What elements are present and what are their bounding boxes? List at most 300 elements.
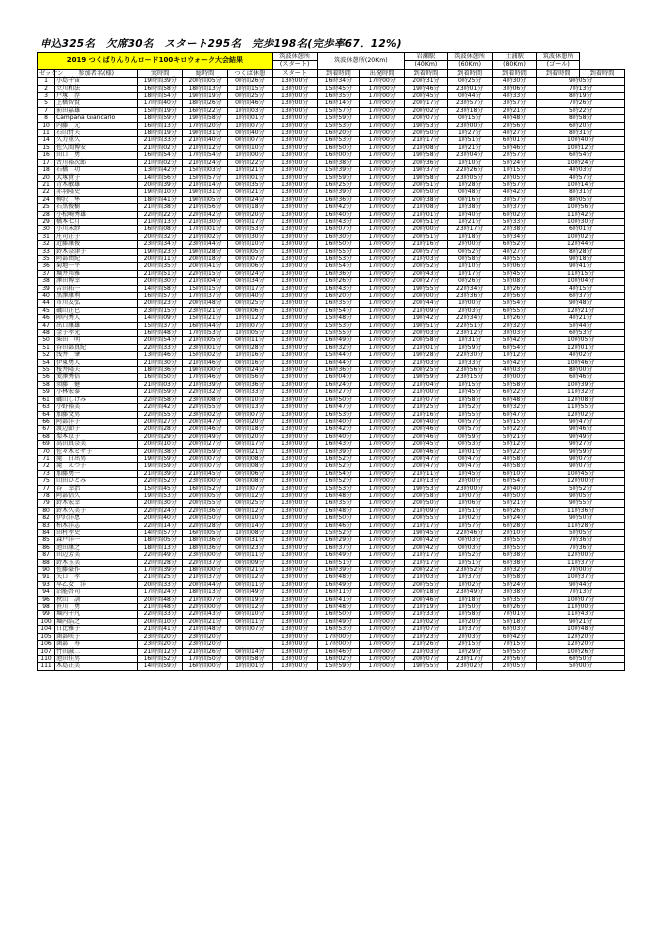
time-cell: 18時間00分 bbox=[183, 567, 228, 574]
participant-name: 石橋 功 bbox=[55, 167, 138, 174]
time-cell: 19時58分 bbox=[405, 174, 448, 181]
time-cell: 17時00分 bbox=[360, 641, 405, 648]
table-title: 2019 つくばりんりんロード100キロウォーク大会結果 bbox=[38, 53, 273, 70]
bib-number: 77 bbox=[38, 485, 55, 492]
time-cell: 0時間36分 bbox=[227, 381, 272, 388]
time-cell: 17時00分 bbox=[360, 552, 405, 559]
time-cell: 21時間02分 bbox=[183, 233, 228, 240]
time-cell: 23時56分 bbox=[447, 367, 492, 374]
time-cell: 20時間59分 bbox=[183, 448, 228, 455]
time-cell: 9時59分 bbox=[537, 448, 625, 455]
time-cell: 1時06分 bbox=[447, 500, 492, 507]
time-cell: 22時間28分 bbox=[138, 559, 183, 566]
time-cell: 13時00分 bbox=[272, 293, 317, 300]
participant-name: 橋本七月 bbox=[55, 218, 138, 225]
time-cell: 17時00分 bbox=[360, 204, 405, 211]
time-cell: 16時46分 bbox=[317, 522, 360, 529]
time-cell: 5時44分 bbox=[537, 322, 625, 329]
time-cell: 3時55分 bbox=[492, 537, 537, 544]
time-cell: 17時00分 bbox=[360, 581, 405, 588]
col-group-tsukuba60: 筑波休憩所 bbox=[447, 53, 492, 61]
time-cell: 0時間35分 bbox=[227, 181, 272, 188]
time-cell: 13時00分 bbox=[272, 404, 317, 411]
time-cell: 1時17分 bbox=[447, 270, 492, 277]
time-cell: 16時07分 bbox=[317, 226, 360, 233]
time-cell: 17時間01分 bbox=[183, 226, 228, 233]
time-cell: 16時35分 bbox=[317, 500, 360, 507]
time-cell: 1時37分 bbox=[447, 626, 492, 633]
time-cell: 1時02分 bbox=[447, 581, 492, 588]
time-cell: 22時26分 bbox=[447, 167, 492, 174]
time-cell: 0時間49分 bbox=[227, 589, 272, 596]
time-cell: 4時30分 bbox=[492, 78, 537, 85]
time-cell: 23時52分 bbox=[447, 567, 492, 574]
time-cell: 20時07分 bbox=[405, 115, 448, 122]
col-group-tsuchiura-km: (80Km) bbox=[492, 61, 537, 69]
time-cell: 0時03分 bbox=[447, 537, 492, 544]
time-cell: 0時間06分 bbox=[227, 307, 272, 314]
time-cell: 17時00分 bbox=[360, 367, 405, 374]
participant-name: 石黒俊樹 bbox=[55, 204, 138, 211]
time-cell: 22時34分 bbox=[447, 285, 492, 292]
time-cell: 21時間07分 bbox=[183, 596, 228, 603]
time-cell: 13時00分 bbox=[272, 322, 317, 329]
time-cell: 13時00分 bbox=[272, 581, 317, 588]
col-group-tsuchiura: 土浦駅 bbox=[492, 53, 537, 61]
time-cell: 11時00分 bbox=[537, 604, 625, 611]
time-cell: 18時間05分 bbox=[138, 537, 183, 544]
time-cell: 16時49分 bbox=[317, 581, 360, 588]
time-cell: 0時間58分 bbox=[227, 655, 272, 662]
time-cell: 8時31分 bbox=[537, 189, 625, 196]
time-cell: 0時間20分 bbox=[227, 418, 272, 425]
time-cell: 0時間40分 bbox=[227, 293, 272, 300]
time-cell: 15時39分 bbox=[317, 167, 360, 174]
time-cell: 21時09分 bbox=[405, 507, 448, 514]
time-cell: 3時57分 bbox=[492, 196, 537, 203]
time-cell: 1時26分 bbox=[492, 315, 537, 322]
time-cell: 20時間27分 bbox=[138, 418, 183, 425]
time-cell: 5時21分 bbox=[492, 433, 537, 440]
time-cell: 1時28分 bbox=[447, 181, 492, 188]
time-cell: 20時間41分 bbox=[183, 263, 228, 270]
time-cell: 13時00分 bbox=[272, 255, 317, 262]
time-cell: 0時間53分 bbox=[227, 226, 272, 233]
time-cell: 19時55分 bbox=[405, 285, 448, 292]
time-cell: 6時38分 bbox=[492, 552, 537, 559]
time-cell: 13時00分 bbox=[272, 604, 317, 611]
time-cell: 0時間22分 bbox=[227, 159, 272, 166]
participant-name: 桜井隆夫 bbox=[55, 367, 138, 374]
bib-number: 73 bbox=[38, 470, 55, 477]
time-cell: 20時31分 bbox=[405, 78, 448, 85]
participant-name: 池田康之 bbox=[55, 544, 138, 551]
participant-name: 柏木洋志 bbox=[55, 522, 138, 529]
time-cell: 4時48分 bbox=[492, 115, 537, 122]
time-cell: 21時間26分 bbox=[183, 648, 228, 655]
time-cell: 16時34分 bbox=[317, 78, 360, 85]
time-cell: 11時15分 bbox=[537, 270, 625, 277]
time-cell: 20時02分 bbox=[405, 107, 448, 114]
participant-name: 渡辺節子 bbox=[55, 426, 138, 433]
time-cell: 2時21分 bbox=[492, 107, 537, 114]
participant-name: 佐久間博安 bbox=[55, 144, 138, 151]
time-cell: 17時00分 bbox=[360, 455, 405, 462]
time-cell: 1時間12分 bbox=[227, 315, 272, 322]
time-cell: 7時13分 bbox=[537, 85, 625, 92]
bib-number: 88 bbox=[38, 559, 55, 566]
time-cell: 17時間54分 bbox=[183, 152, 228, 159]
time-cell: 17時00分 bbox=[360, 411, 405, 418]
time-cell: 20時36分 bbox=[405, 159, 448, 166]
time-cell: 20時間50分 bbox=[183, 515, 228, 522]
time-cell: 13時00分 bbox=[272, 174, 317, 181]
participant-name: 佐藤豪作 bbox=[55, 567, 138, 574]
column-header: 参加者名(様) bbox=[55, 69, 138, 77]
time-cell: 0時間08分 bbox=[227, 463, 272, 470]
time-cell: 1時51分 bbox=[447, 507, 492, 514]
bib-number: 85 bbox=[38, 537, 55, 544]
time-cell: 0時間31分 bbox=[227, 537, 272, 544]
time-cell: 2時03分 bbox=[447, 633, 492, 640]
time-cell: 13時00分 bbox=[272, 85, 317, 92]
time-cell: 6時22分 bbox=[492, 389, 537, 396]
time-cell: 1時52分 bbox=[447, 552, 492, 559]
time-cell: 17時00分 bbox=[360, 655, 405, 662]
time-cell: 17時00分 bbox=[360, 233, 405, 240]
results-table bbox=[37, 52, 625, 671]
participant-name: 小川未紗 bbox=[55, 226, 138, 233]
time-cell: 5時18分 bbox=[492, 618, 537, 625]
time-cell: 1時50分 bbox=[447, 604, 492, 611]
time-cell: 1時間00分 bbox=[227, 152, 272, 159]
time-cell: 18時間41分 bbox=[138, 196, 183, 203]
participant-name: 磯山しげみ bbox=[55, 396, 138, 403]
time-cell: 1時間01分 bbox=[227, 115, 272, 122]
time-cell: 16時42分 bbox=[317, 204, 360, 211]
time-cell: 16時54分 bbox=[317, 470, 360, 477]
time-cell: 6時42分 bbox=[492, 633, 537, 640]
time-cell: 6時38分 bbox=[492, 559, 537, 566]
time-cell: 16時43分 bbox=[317, 441, 360, 448]
time-cell: 21時23分 bbox=[405, 633, 448, 640]
participant-name: 久力重久 bbox=[55, 137, 138, 144]
time-cell: 17時00分 bbox=[360, 470, 405, 477]
time-cell: 18時間19分 bbox=[138, 130, 183, 137]
table-body bbox=[38, 78, 625, 671]
time-cell: 13時00分 bbox=[272, 159, 317, 166]
time-cell: 21時間12分 bbox=[183, 144, 228, 151]
time-cell: 6時26分 bbox=[492, 604, 537, 611]
time-cell: 16時26分 bbox=[317, 278, 360, 285]
time-cell: 5時35分 bbox=[492, 596, 537, 603]
table-row bbox=[38, 204, 625, 211]
participant-name: 鈴木玉美 bbox=[55, 559, 138, 566]
time-cell: 1時10分 bbox=[447, 159, 492, 166]
time-cell: 0時間33分 bbox=[227, 389, 272, 396]
time-cell: 0時48分 bbox=[447, 189, 492, 196]
participant-name: 菊地一平 bbox=[55, 263, 138, 270]
time-cell: 13時00分 bbox=[272, 367, 317, 374]
time-cell: 16時39分 bbox=[317, 189, 360, 196]
time-cell: 17時00分 bbox=[360, 359, 405, 366]
time-cell: 9時47分 bbox=[537, 418, 625, 425]
time-cell: 16時32分 bbox=[317, 344, 360, 351]
time-cell: 13時00分 bbox=[272, 278, 317, 285]
column-header: スタート bbox=[272, 69, 317, 77]
time-cell: 21時08分 bbox=[405, 204, 448, 211]
bib-number: 64 bbox=[38, 411, 55, 418]
time-cell: 13時00分 bbox=[272, 448, 317, 455]
time-cell: 1時00分 bbox=[447, 300, 492, 307]
time-cell: 16時04分 bbox=[317, 374, 360, 381]
time-cell: 17時00分 bbox=[360, 485, 405, 492]
time-cell: 13時00分 bbox=[272, 470, 317, 477]
table-row bbox=[38, 478, 625, 485]
time-cell: 22時間49分 bbox=[138, 552, 183, 559]
time-cell: 17時00分 bbox=[360, 478, 405, 485]
participant-name: 小野裕美 bbox=[55, 404, 138, 411]
time-cell: 22時間22分 bbox=[138, 211, 183, 218]
time-cell: 21時間48分 bbox=[138, 604, 183, 611]
time-cell: 9時07分 bbox=[537, 455, 625, 462]
time-cell: 8時00分 bbox=[537, 367, 625, 374]
time-cell: 16時48分 bbox=[317, 604, 360, 611]
time-cell: 20時間27分 bbox=[183, 441, 228, 448]
time-cell: 21時間24分 bbox=[183, 159, 228, 166]
time-cell: 13時00分 bbox=[272, 152, 317, 159]
time-cell: 20時50分 bbox=[405, 500, 448, 507]
bib-number: 69 bbox=[38, 441, 55, 448]
time-cell: 17時00分 bbox=[360, 189, 405, 196]
time-cell: 5時42分 bbox=[492, 359, 537, 366]
time-cell: 1時45分 bbox=[447, 470, 492, 477]
time-cell: 13時00分 bbox=[272, 418, 317, 425]
time-cell: 16時47分 bbox=[317, 404, 360, 411]
time-cell: 12時08分 bbox=[537, 396, 625, 403]
time-cell: 17時00分 bbox=[360, 426, 405, 433]
time-cell: 13時00分 bbox=[272, 204, 317, 211]
bib-number: 11 bbox=[38, 130, 55, 137]
time-cell: 3時06分 bbox=[492, 85, 537, 92]
time-cell: 17時00分 bbox=[360, 537, 405, 544]
participant-name: 早乙女 洋 bbox=[55, 581, 138, 588]
time-cell: 1時間05分 bbox=[227, 330, 272, 337]
time-cell: 11時37分 bbox=[537, 559, 625, 566]
time-cell: 21時間02分 bbox=[138, 144, 183, 151]
time-cell: 1時37分 bbox=[447, 574, 492, 581]
time-cell: 1時55分 bbox=[447, 411, 492, 418]
time-cell: 16時40分 bbox=[317, 418, 360, 425]
bib-number: 71 bbox=[38, 455, 55, 462]
time-cell: 17時00分 bbox=[360, 78, 405, 85]
time-cell: 10時46分 bbox=[537, 359, 625, 366]
time-cell: 20時18分 bbox=[405, 589, 448, 596]
time-cell: 16時27分 bbox=[317, 389, 360, 396]
col-group-iwase-km: (40Km) bbox=[405, 61, 448, 69]
time-cell: 20時間54分 bbox=[138, 337, 183, 344]
time-cell: 17時00分 bbox=[360, 315, 405, 322]
time-cell: 17時00分 bbox=[360, 270, 405, 277]
bib-number: 111 bbox=[38, 663, 55, 670]
time-cell: 0時間16分 bbox=[227, 359, 272, 366]
time-cell: 23時17分 bbox=[447, 226, 492, 233]
time-cell: 0時間14分 bbox=[227, 648, 272, 655]
time-cell: 0時間12分 bbox=[227, 574, 272, 581]
time-cell: 0時間21分 bbox=[227, 567, 272, 574]
time-cell: 13時00分 bbox=[272, 270, 317, 277]
time-cell: 22時間24分 bbox=[138, 507, 183, 514]
time-cell: 0時間07分 bbox=[227, 411, 272, 418]
time-cell: 20時間18分 bbox=[183, 255, 228, 262]
time-cell: 20時25分 bbox=[405, 367, 448, 374]
time-cell: 0時間12分 bbox=[227, 604, 272, 611]
time-cell: 10時45分 bbox=[537, 470, 625, 477]
time-cell: 20時間44分 bbox=[183, 581, 228, 588]
column-header: つくば休憩 bbox=[227, 69, 272, 77]
time-cell: 15時間45分 bbox=[138, 485, 183, 492]
time-cell: 20時間07分 bbox=[183, 455, 228, 462]
time-cell: 21時07分 bbox=[405, 396, 448, 403]
time-cell: 21時03分 bbox=[405, 359, 448, 366]
time-cell: 7時01分 bbox=[492, 611, 537, 618]
time-cell: 0時間21分 bbox=[227, 448, 272, 455]
time-cell: 20時間30分 bbox=[138, 278, 183, 285]
bib-number: 44 bbox=[38, 300, 55, 307]
bib-number: 75 bbox=[38, 478, 55, 485]
bib-number: 54 bbox=[38, 359, 55, 366]
time-cell: 2時03分 bbox=[447, 307, 492, 314]
bib-number: 33 bbox=[38, 248, 55, 255]
time-cell: 19時間00分 bbox=[183, 367, 228, 374]
time-cell: 0時間11分 bbox=[227, 618, 272, 625]
bib-number: 8 bbox=[38, 115, 55, 122]
time-cell: 5時57分 bbox=[492, 181, 537, 188]
time-cell: 22時間43分 bbox=[183, 611, 228, 618]
time-cell: 0時間08分 bbox=[227, 455, 272, 462]
time-cell: 21時間05分 bbox=[183, 337, 228, 344]
time-cell: 0時間11分 bbox=[227, 337, 272, 344]
time-cell: 17時00分 bbox=[360, 352, 405, 359]
time-cell: 5時00分 bbox=[537, 663, 625, 670]
time-cell: 14時間56分 bbox=[138, 174, 183, 181]
participant-name: 青木敏雄 bbox=[55, 181, 138, 188]
time-cell: 6時10分 bbox=[492, 470, 537, 477]
time-cell: 15時53分 bbox=[317, 322, 360, 329]
time-cell: 16時間22分 bbox=[183, 107, 228, 114]
time-cell: 0時間18分 bbox=[227, 426, 272, 433]
time-cell: 9時07分 bbox=[537, 463, 625, 470]
bib-number: 7 bbox=[38, 107, 55, 114]
participant-name: 田口 勇 bbox=[55, 152, 138, 159]
time-cell: 16時49分 bbox=[317, 552, 360, 559]
time-cell: 0時57分 bbox=[447, 426, 492, 433]
time-cell: 13時00分 bbox=[272, 463, 317, 470]
participant-name: 小林宏泰 bbox=[55, 389, 138, 396]
time-cell: 17時00分 bbox=[360, 544, 405, 551]
time-cell: 16時40分 bbox=[317, 433, 360, 440]
time-cell: 19時46分 bbox=[405, 85, 448, 92]
time-cell: 13時00分 bbox=[272, 411, 317, 418]
time-cell: 0時25分 bbox=[447, 78, 492, 85]
time-cell: 13時00分 bbox=[272, 344, 317, 351]
time-cell: 17時00分 bbox=[360, 574, 405, 581]
time-cell: 6時47分 bbox=[492, 411, 537, 418]
time-cell: 19時間39分 bbox=[138, 78, 183, 85]
time-cell: 15時53分 bbox=[317, 485, 360, 492]
time-cell: 17時間39分 bbox=[138, 567, 183, 574]
time-cell: 16時11分 bbox=[317, 589, 360, 596]
col-group-start-1: 筑波休憩所 bbox=[272, 53, 317, 61]
time-cell: 23時間21分 bbox=[183, 307, 228, 314]
time-cell: 18時間13分 bbox=[183, 589, 228, 596]
time-cell: 17時00分 bbox=[360, 300, 405, 307]
participant-name: 日比雅子 bbox=[55, 626, 138, 633]
time-cell: 16時20分 bbox=[317, 130, 360, 137]
time-cell: 2時00分 bbox=[447, 478, 492, 485]
time-cell: 16時間54分 bbox=[138, 152, 183, 159]
time-cell: 23時間15分 bbox=[138, 307, 183, 314]
participant-name: 佐々木ヒサ子 bbox=[55, 448, 138, 455]
time-cell: 17時00分 bbox=[360, 144, 405, 151]
time-cell: 1時間01分 bbox=[227, 663, 272, 670]
time-cell: 13時00分 bbox=[272, 515, 317, 522]
time-cell: 19時間58分 bbox=[183, 115, 228, 122]
time-cell: 18時間36分 bbox=[183, 544, 228, 551]
time-cell: 16時54分 bbox=[317, 307, 360, 314]
time-cell: 16時20分 bbox=[317, 293, 360, 300]
time-cell: 7時36分 bbox=[537, 544, 625, 551]
time-cell: 13時00分 bbox=[272, 315, 317, 322]
time-cell: 17時00分 bbox=[360, 441, 405, 448]
time-cell: 8時28分 bbox=[537, 248, 625, 255]
time-cell: 15時間21分 bbox=[183, 315, 228, 322]
participant-name: 近藤康俊 bbox=[55, 241, 138, 248]
time-cell: 20時間05分 bbox=[183, 78, 228, 85]
time-cell: 1時間15分 bbox=[227, 85, 272, 92]
time-cell: 0時間18分 bbox=[227, 204, 272, 211]
participant-name: 金子孝光 bbox=[55, 330, 138, 337]
column-header: ゼッケン bbox=[39, 69, 64, 77]
participant-name: 阿部信久 bbox=[55, 492, 138, 499]
time-cell: 16時44分 bbox=[317, 359, 360, 366]
time-cell: 17時00分 bbox=[360, 248, 405, 255]
time-cell: 20時46分 bbox=[405, 426, 448, 433]
table-row bbox=[38, 441, 625, 448]
time-cell: 5時22分 bbox=[492, 448, 537, 455]
time-cell: 17時00分 bbox=[360, 418, 405, 425]
time-cell: 0時間25分 bbox=[227, 500, 272, 507]
bib-number: 31 bbox=[38, 233, 55, 240]
time-cell: 13時00分 bbox=[272, 218, 317, 225]
summary-line: 申込325名 欠席30名 スタート295名 完歩198名(完歩率67．12%) bbox=[40, 38, 402, 50]
time-cell: 17時00分 bbox=[360, 181, 405, 188]
time-cell: 17時間50分 bbox=[183, 655, 228, 662]
bib-number: 14 bbox=[38, 137, 55, 144]
time-cell: 7時00分 bbox=[537, 567, 625, 574]
time-cell: 13時00分 bbox=[272, 544, 317, 551]
time-cell: 14時間59分 bbox=[138, 663, 183, 670]
time-cell: 23時間20分 bbox=[183, 633, 228, 640]
time-cell: 0時間06分 bbox=[227, 263, 272, 270]
time-cell: 14時間57分 bbox=[138, 530, 183, 537]
time-cell: 23時49分 bbox=[447, 589, 492, 596]
time-cell: 13時00分 bbox=[272, 441, 317, 448]
time-cell: 13時間42分 bbox=[138, 167, 183, 174]
time-cell: 20時17分 bbox=[405, 100, 448, 107]
time-cell: 21時01分 bbox=[405, 344, 448, 351]
time-cell: 3時55分 bbox=[492, 544, 537, 551]
